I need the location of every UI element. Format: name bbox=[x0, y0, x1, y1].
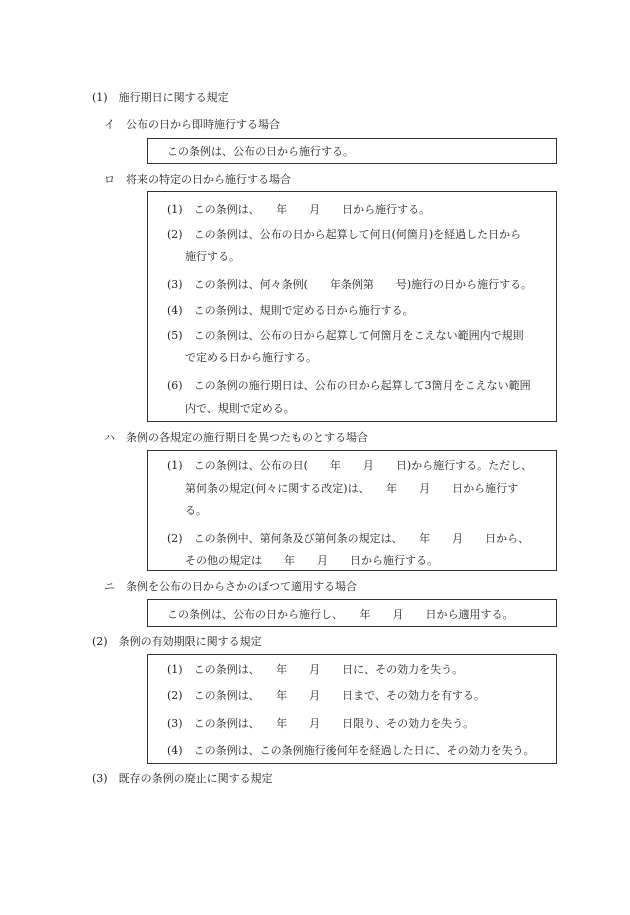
list-item: (2) この条例中、第何条及び第何条の規定は、 年 月 日から、 bbox=[167, 532, 530, 545]
subsection-ro-heading: ロ 将来の特定の日から施行する場合 bbox=[104, 173, 291, 186]
section-1-heading: (1) 施行期日に関する規定 bbox=[92, 91, 229, 104]
list-item: (4) この条例は、この条例施行後何年を経過した日に、その効力を失う。 bbox=[167, 744, 535, 757]
list-item: (2) この条例は、 年 月 日まで、その効力を有する。 bbox=[167, 689, 485, 702]
example-box-ni bbox=[147, 599, 557, 627]
example-box-ro bbox=[147, 191, 557, 422]
list-item: (3) この条例は、何々条例( 年条例第 号)施行の日から施行する。 bbox=[167, 278, 533, 291]
box-text: この条例は、公布の日から施行し、 年 月 日から適用する。 bbox=[167, 608, 514, 621]
list-item-continuation: 第何条の規定(何々に関する改定)は、 年 月 日から施行す bbox=[185, 482, 519, 495]
list-item: (2) この条例は、公布の日から起算して何日(何箇月)を経過した日から bbox=[167, 228, 522, 241]
example-box-ha bbox=[147, 450, 557, 571]
list-item: (3) この条例は、 年 月 日限り、その効力を失う。 bbox=[167, 717, 475, 730]
subsection-ha-heading: ハ 条例の各規定の施行期日を異つたものとする場合 bbox=[104, 431, 368, 444]
list-item-continuation: 施行する。 bbox=[185, 250, 240, 263]
list-item: (1) この条例は、 年 月 日から施行する。 bbox=[167, 203, 431, 216]
list-item-continuation: その他の規定は 年 月 日から施行する。 bbox=[185, 554, 438, 567]
list-item: (4) この条例は、規則で定める日から施行する。 bbox=[167, 304, 414, 317]
list-item: (5) この条例は、公布の日から起算して何箇月をこえない範囲内で規則 bbox=[167, 329, 524, 342]
subsection-i-heading: イ 公布の日から即時施行する場合 bbox=[104, 118, 280, 131]
box-text: この条例は、公布の日から施行する。 bbox=[167, 145, 354, 158]
example-box-i bbox=[147, 138, 557, 164]
section-2-heading: (2) 条例の有効期限に関する規定 bbox=[92, 635, 262, 648]
section-3-heading: (3) 既存の条例の廃止に関する規定 bbox=[92, 772, 273, 785]
subsection-ni-heading: ニ 条例を公布の日からさかのぼつて適用する場合 bbox=[104, 580, 357, 593]
list-item: (1) この条例は、 年 月 日に、その効力を失う。 bbox=[167, 663, 464, 676]
example-box-2 bbox=[147, 654, 557, 764]
list-item: (6) この条例の施行期日は、公布の日から起算して3箇月をこえない範囲 bbox=[167, 379, 531, 392]
list-item-continuation: で定める日から施行する。 bbox=[185, 351, 317, 364]
list-item: (1) この条例は、公布の日( 年 月 日)から施行する。ただし、 bbox=[167, 459, 533, 472]
list-item-continuation: る。 bbox=[185, 504, 207, 517]
list-item-continuation: 内で、規則で定める。 bbox=[185, 402, 295, 415]
